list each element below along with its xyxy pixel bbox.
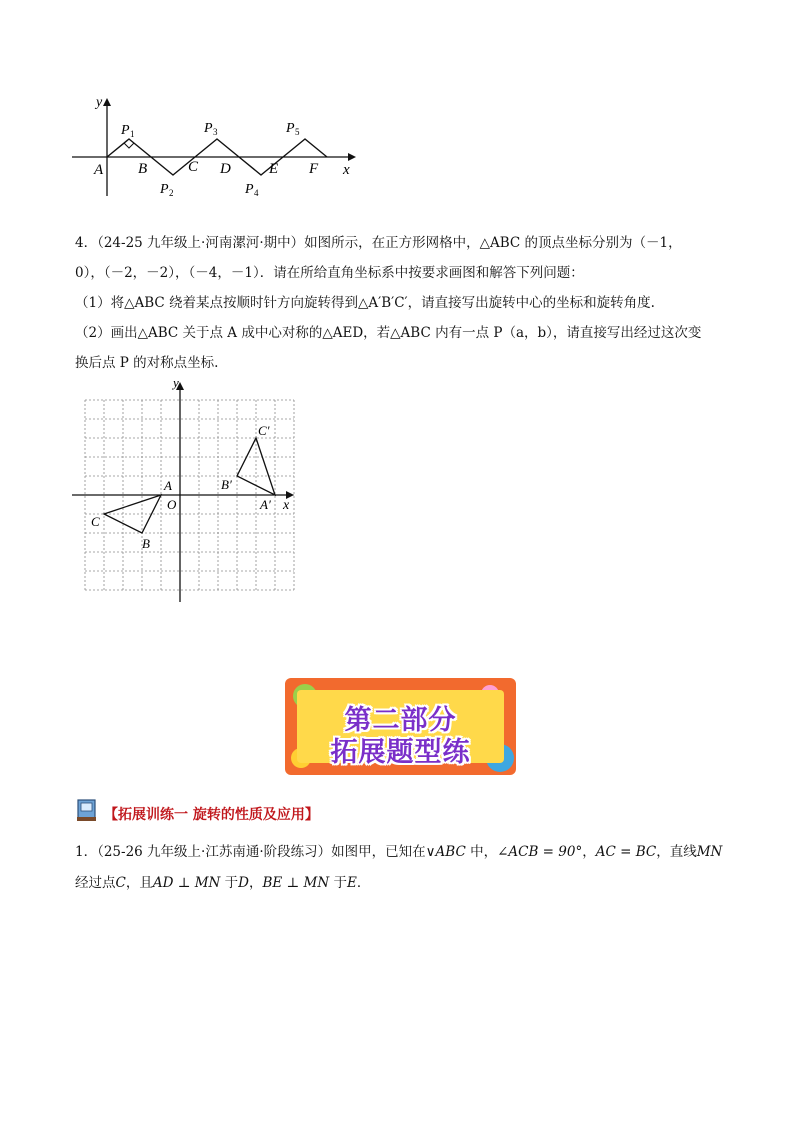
banner-panel <box>297 690 504 768</box>
point-d: D <box>220 161 231 177</box>
q4-line-1: 4．（24-25 九年级上·河南漯河·期中）如图所示，在正方形网格中，△ABC 的顶点坐标分别为（－1， <box>75 235 682 251</box>
q1-perp-1: AD ⊥ MN <box>152 875 221 891</box>
point-f: F <box>309 161 319 177</box>
q1-perp-2: BE ⊥ MN <box>262 875 330 891</box>
q4-line-4: （2）画出△ABC 关于点 A 成中心对称的△AED，若△ABC 内有一点 P（a，b），请直接写出经过这次变 <box>75 325 702 341</box>
q1-triangle: ∨ABC <box>425 844 466 860</box>
zigzag-figure <box>60 90 360 200</box>
q1-line-2 <box>75 874 370 892</box>
point-b: B <box>138 161 148 177</box>
point-p1: P <box>121 123 130 138</box>
point-p5-sub: 5 <box>295 127 300 137</box>
vertex-b: B <box>142 536 150 551</box>
vertex-a: A <box>164 478 172 493</box>
q1-text2: ，直线 <box>656 844 697 860</box>
q4-line-3: （1）将△ABC 绕着某点按顺时针方向旋转得到△A′B′C′，请直接写出旋转中心的坐标和旋转角度. <box>75 295 655 311</box>
section-title: 【拓展训练一 旋转的性质及应用】 <box>104 807 319 823</box>
q1-line-1 <box>75 843 722 861</box>
q1-text5: 于 <box>220 875 239 891</box>
q1-sep: ， <box>582 844 596 860</box>
origin-label: O <box>167 497 177 512</box>
q4-line-2: 0），（－2，－2），（－4，－1）．请在所给直角坐标系中按要求画图和解答下列问题： <box>75 265 584 281</box>
x-axis-label: x <box>343 162 350 178</box>
q1-text7: 于 <box>329 875 347 891</box>
vertex-b-prime: B′ <box>221 477 232 492</box>
point-a: A <box>94 162 104 178</box>
vertex-c: C <box>91 514 100 529</box>
y-axis-label: y <box>96 95 103 110</box>
q1-point-d: D <box>238 875 249 891</box>
point-p5: P <box>286 121 295 136</box>
point-e: E <box>269 161 279 177</box>
banner-line-2: 拓展题型练 <box>330 737 471 768</box>
book-icon <box>75 797 99 823</box>
q1-intro: 1．（25-26 九年级上·江苏南通·阶段练习）如图甲，已知在 <box>75 844 426 860</box>
point-p2-sub: 2 <box>169 188 174 198</box>
q1-text6: ， <box>248 875 263 891</box>
point-p4-sub: 4 <box>254 188 259 198</box>
q1-point-e: E <box>346 875 357 891</box>
q4-line-5: 换后点 P 的对称点坐标. <box>75 355 219 371</box>
point-p2: P <box>160 182 169 197</box>
q1-text4: ，且 <box>125 875 153 891</box>
point-p3: P <box>204 121 213 136</box>
q1-text: 中， <box>465 844 498 860</box>
banner-line-1: 第二部分 <box>344 705 457 736</box>
grid-figure <box>70 376 300 606</box>
point-p4: P <box>245 182 254 197</box>
point-p1-sub: 1 <box>130 129 135 139</box>
q1-angle: ∠ACB = 90° <box>497 844 583 860</box>
section-banner <box>285 678 516 775</box>
q1-text8: ． <box>356 875 371 891</box>
vertex-c-prime: C′ <box>258 423 270 438</box>
grid-x-label: x <box>283 498 290 513</box>
point-p3-sub: 3 <box>213 127 218 137</box>
q1-equality: AC = BC <box>595 844 657 860</box>
q1-text3: 经过点 <box>75 875 116 891</box>
q1-mn: MN <box>696 844 723 860</box>
grid-y-label: y <box>173 376 179 390</box>
vertex-a-prime: A′ <box>260 497 271 512</box>
point-c: C <box>188 159 199 175</box>
q1-point-c: C <box>115 875 126 891</box>
